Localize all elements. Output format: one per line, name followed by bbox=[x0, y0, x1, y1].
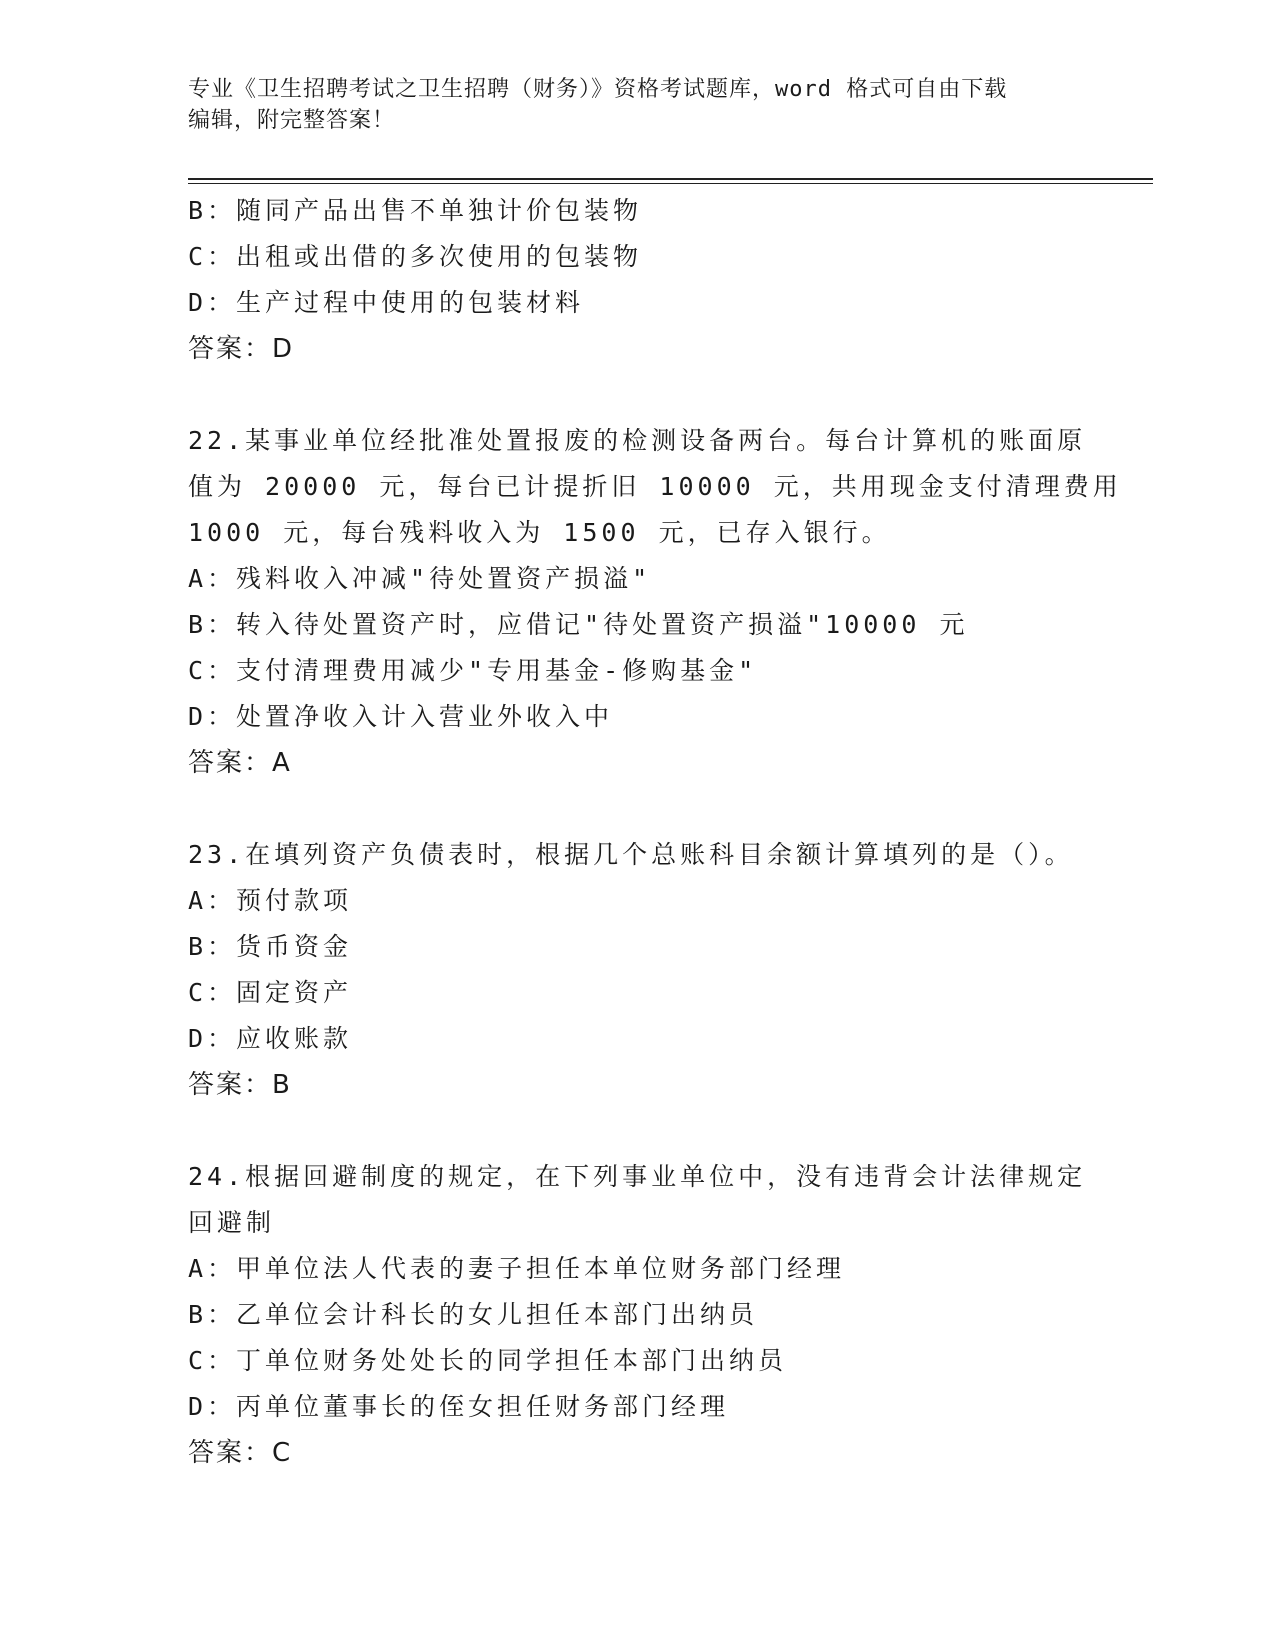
question-21 bbox=[188, 188, 1108, 372]
option-d: D：生产过程中使用的包装材料 bbox=[188, 288, 585, 317]
option-c: C：丁单位财务处处长的同学担任本部门出纳员 bbox=[188, 1346, 788, 1375]
option-c: C：支付清理费用减少"专用基金-修购基金" bbox=[188, 656, 758, 685]
option-b: B：随同产品出售不单独计价包装物 bbox=[188, 196, 643, 225]
question-stem-line-2: 值为 20000 元，每台已计提折旧 10000 元，共用现金支付清理费用 bbox=[188, 472, 1122, 501]
question-stem-line-1: 24.根据回避制度的规定，在下列事业单位中，没有违背会计法律规定 bbox=[188, 1162, 1087, 1191]
option-a: A：甲单位法人代表的妻子担任本单位财务部门经理 bbox=[188, 1254, 846, 1283]
question-stem-line-1: 23.在填列资产负债表时，根据几个总账科目余额计算填列的是（）。 bbox=[188, 840, 1074, 869]
spacer bbox=[188, 372, 1108, 418]
question-stem-line-2: 回避制 bbox=[188, 1208, 276, 1237]
option-c: C：出租或出借的多次使用的包装物 bbox=[188, 242, 643, 271]
answer: 答案：D bbox=[188, 334, 295, 364]
header-divider bbox=[188, 178, 1153, 180]
option-c: C：固定资产 bbox=[188, 978, 353, 1007]
option-d: D：丙单位董事长的侄女担任财务部门经理 bbox=[188, 1392, 730, 1421]
header-divider-thin bbox=[188, 183, 1153, 184]
header-line-1: 专业《卫生招聘考试之卫生招聘（财务）》资格考试题库，word 格式可自由下载 bbox=[188, 77, 1008, 102]
option-b: B：转入待处置资产时，应借记"待处置资产损溢"10000 元 bbox=[188, 610, 969, 639]
question-22 bbox=[188, 418, 1122, 786]
option-d: D：处置净收入计入营业外收入中 bbox=[188, 702, 614, 731]
option-a: A：预付款项 bbox=[188, 886, 353, 915]
document-header bbox=[188, 74, 1088, 136]
option-d: D：应收账款 bbox=[188, 1024, 353, 1053]
answer: 答案：B bbox=[188, 1070, 292, 1100]
document-body bbox=[188, 188, 1122, 1476]
header-line-2: 编辑，附完整答案！ bbox=[188, 108, 396, 133]
option-b: B：乙单位会计科长的女儿担任本部门出纳员 bbox=[188, 1300, 759, 1329]
spacer bbox=[188, 1108, 1108, 1154]
answer: 答案：A bbox=[188, 748, 292, 778]
question-23 bbox=[188, 832, 1108, 1108]
question-stem-line-3: 1000 元，每台残料收入为 1500 元，已存入银行。 bbox=[188, 518, 891, 547]
option-a: A：残料收入冲减"待处置资产损溢" bbox=[188, 564, 652, 593]
spacer bbox=[188, 786, 1108, 832]
answer: 答案：C bbox=[188, 1438, 293, 1468]
question-24 bbox=[188, 1154, 1108, 1476]
question-stem-line-1: 22.某事业单位经批准处置报废的检测设备两台。每台计算机的账面原 bbox=[188, 426, 1087, 455]
option-b: B：货币资金 bbox=[188, 932, 353, 961]
